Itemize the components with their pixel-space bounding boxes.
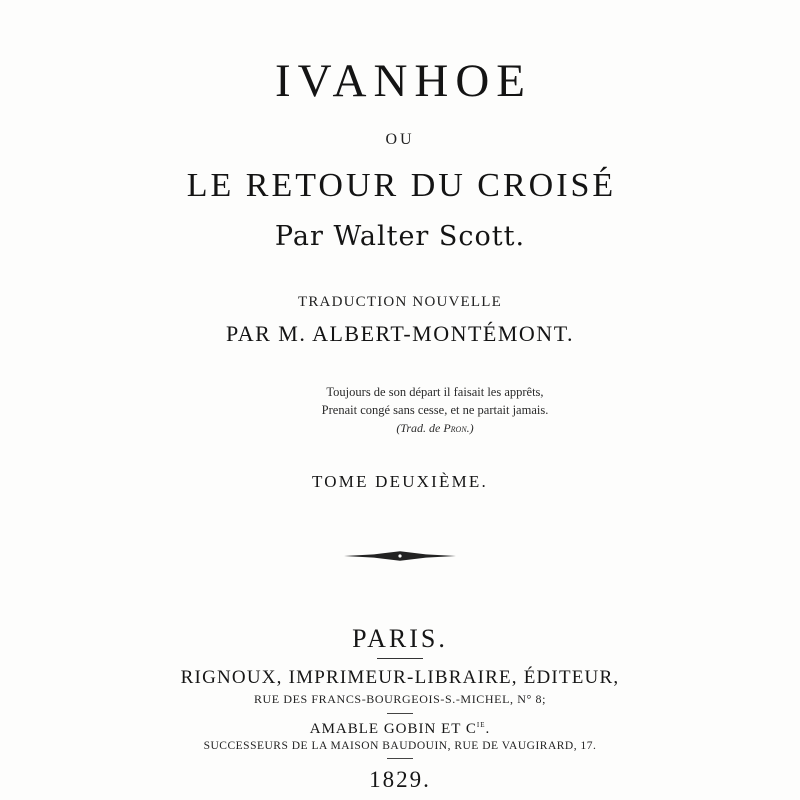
imprint-divider-3 [387, 758, 413, 759]
imprint-block [181, 624, 620, 793]
diamond-rule-ornament [340, 550, 460, 562]
epigraph-line-1: Toujours de son départ il faisait les apprêts, [326, 385, 544, 399]
title-connector: OU [385, 131, 415, 148]
epigraph-attribution-suffix: .) [466, 421, 474, 436]
book-title: IVANHOE [274, 55, 532, 107]
imprint-city: PARIS. [352, 623, 448, 653]
epigraph [270, 383, 600, 438]
imprint-address: RUE DES FRANCS-BOURGEOIS-S.-MICHEL, N° 8; [253, 691, 547, 706]
imprint-publisher-secondary-name: AMABLE GOBIN ET C [309, 720, 477, 737]
translator-name: PAR M. ALBERT-MONTÉMONT. [225, 321, 575, 346]
volume-label: TOME DEUXIÈME. [312, 471, 488, 491]
translation-note: TRADUCTION NOUVELLE [297, 294, 503, 310]
imprint-divider-2 [387, 713, 413, 714]
imprint-publisher-secondary [181, 720, 620, 738]
imprint-year: 1829. [369, 766, 431, 792]
imprint-publisher: RIGNOUX, IMPRIMEUR-LIBRAIRE, ÉDITEUR, [180, 666, 620, 688]
imprint-address-secondary: SUCCESSEURS DE LA MAISON BAUDOUIN, RUE DE VAUGIRARD, 17. [203, 739, 597, 752]
epigraph-line-2: Prenait congé sans cesse, et ne partait jamais. [321, 403, 549, 418]
imprint-publisher-secondary-end: . [485, 720, 491, 737]
epigraph-attribution [270, 420, 600, 437]
book-subtitle: LE RETOUR DU CROISÉ [186, 167, 617, 204]
imprint-divider-1 [377, 658, 423, 659]
epigraph-attribution-prefix: (Trad. de [396, 421, 444, 436]
author-byline-text: Par Walter Scott. [274, 221, 526, 252]
author-byline [275, 221, 525, 252]
epigraph-attribution-name: Pron [443, 421, 467, 436]
imprint-publisher-secondary-sup: ie [476, 719, 486, 730]
